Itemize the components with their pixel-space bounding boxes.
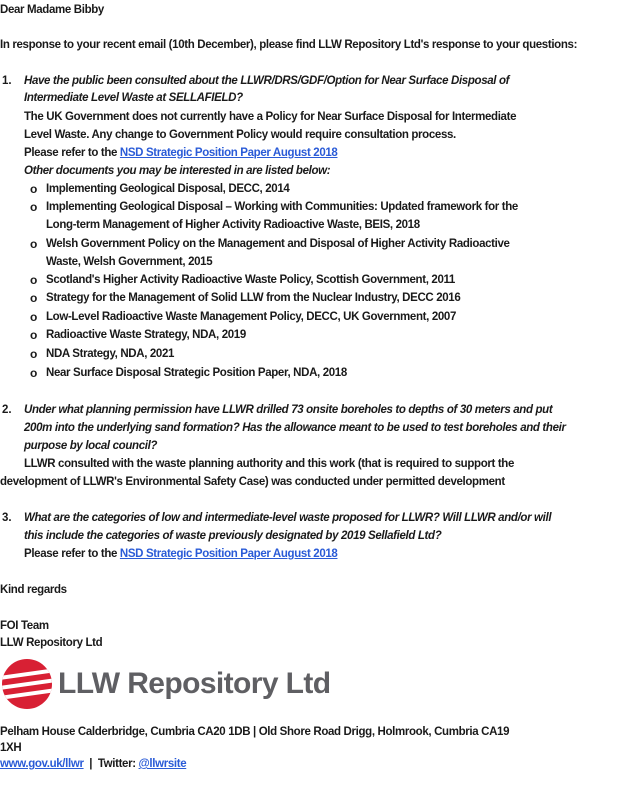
question-3-text: What are the categories of low and intermediate-level waste proposed for LLWR? Will LLWR and/or will (24, 512, 552, 524)
list-item: Radioactive Waste Strategy, NDA, 2019 (46, 329, 246, 341)
list-item-cont: Long-term Management of Higher Activity Radioactive Waste, BEIS, 2018 (46, 219, 420, 231)
other-docs-heading: Other documents you may be interested in are listed below: (24, 165, 331, 177)
bullet-icon: o (30, 237, 38, 251)
bullet-icon: o (30, 200, 38, 214)
question-1-text-cont: Intermediate Level Waste at SELLAFIELD? (24, 92, 243, 104)
question-number-2: 2. (2, 404, 12, 416)
nsd-position-paper-link[interactable]: NSD Strategic Position Paper August 2018 (119, 147, 338, 159)
intro-text: In response to your recent email (10th December), please find LLW Repository Ltd's response to your questions: (0, 39, 578, 51)
bullet-icon: o (30, 310, 38, 324)
list-item: NDA Strategy, NDA, 2021 (46, 348, 175, 360)
answer-3-refer (24, 547, 337, 561)
list-item: Implementing Geological Disposal, DECC, 2014 (46, 183, 290, 195)
answer-1-text-cont: Level Waste. Any change to Government Policy would require consultation process. (24, 129, 456, 141)
question-1-text: Have the public been consulted about the LLWR/DRS/GDF/Option for Near Surface Disposal of (24, 75, 510, 87)
footer-address-cont: 1XH (0, 742, 22, 754)
list-item: Implementing Geological Disposal – Working with Communities: Updated framework for the (46, 201, 518, 213)
refer-prefix: Please refer to the (24, 147, 120, 159)
regards: Kind regards (0, 584, 67, 596)
greeting: Dear Madame Bibby (0, 4, 104, 16)
question-number-3: 3. (2, 512, 12, 524)
bullet-icon: o (30, 366, 38, 380)
list-item: Low-Level Radioactive Waste Management Policy, DECC, UK Government, 2007 (46, 311, 457, 323)
bullet-icon: o (30, 182, 38, 196)
answer-2-text-cont: development of LLWR's Environmental Safety Case) was conducted under permitted development (0, 476, 505, 488)
question-2-text: Under what planning permission have LLWR drilled 73 onsite boreholes to depths of 30 meters and put (24, 404, 553, 416)
twitter-link[interactable]: @llwrsite (138, 758, 187, 770)
bullet-icon: o (30, 273, 38, 287)
footer-links (0, 757, 186, 771)
company-name: LLW Repository Ltd (0, 637, 103, 649)
list-item: Scotland's Higher Activity Radioactive Waste Policy, Scottish Government, 2011 (46, 274, 455, 286)
bullet-icon: o (30, 328, 38, 342)
question-number-1: 1. (2, 75, 12, 87)
footer-address: Pelham House Calderbridge, Cumbria CA20 1DB | Old Shore Road Drigg, Holmrook, Cumbria CA19 (0, 726, 510, 738)
list-item: Strategy for the Management of Solid LLW from the Nuclear Industry, DECC 2016 (46, 292, 461, 304)
logo-text: LLW Repository Ltd (58, 667, 331, 700)
list-item-cont: Waste, Welsh Government, 2015 (46, 256, 213, 268)
bullet-icon: o (30, 291, 38, 305)
question-2-text-cont: 200m into the underlying sand formation? Has the allowance meant to be used to test boreholes and their (24, 422, 566, 434)
list-item: Welsh Government Policy on the Management and Disposal of Higher Activity Radioactive (46, 238, 510, 250)
footer-separator: | Twitter: (83, 758, 139, 770)
logo-emblem-icon (2, 659, 52, 709)
answer-2-text: LLWR consulted with the waste planning authority and this work (that is required to support the (24, 458, 515, 470)
answer-1-text: The UK Government does not currently have a Policy for Near Surface Disposal for Intermediate (24, 111, 517, 123)
answer-1-refer (24, 146, 337, 160)
bullet-icon: o (30, 347, 38, 361)
team-name: FOI Team (0, 620, 49, 632)
list-item: Near Surface Disposal Strategic Position Paper, NDA, 2018 (46, 367, 347, 379)
question-2-text-cont: purpose by local council? (24, 440, 158, 452)
website-link[interactable]: www.gov.uk/llwr (0, 758, 84, 770)
refer-prefix: Please refer to the (24, 548, 120, 560)
nsd-position-paper-link[interactable]: NSD Strategic Position Paper August 2018 (119, 548, 338, 560)
company-logo (2, 659, 331, 709)
question-3-text-cont: this include the categories of waste previously designated by 2019 Sellafield Ltd? (24, 530, 442, 542)
